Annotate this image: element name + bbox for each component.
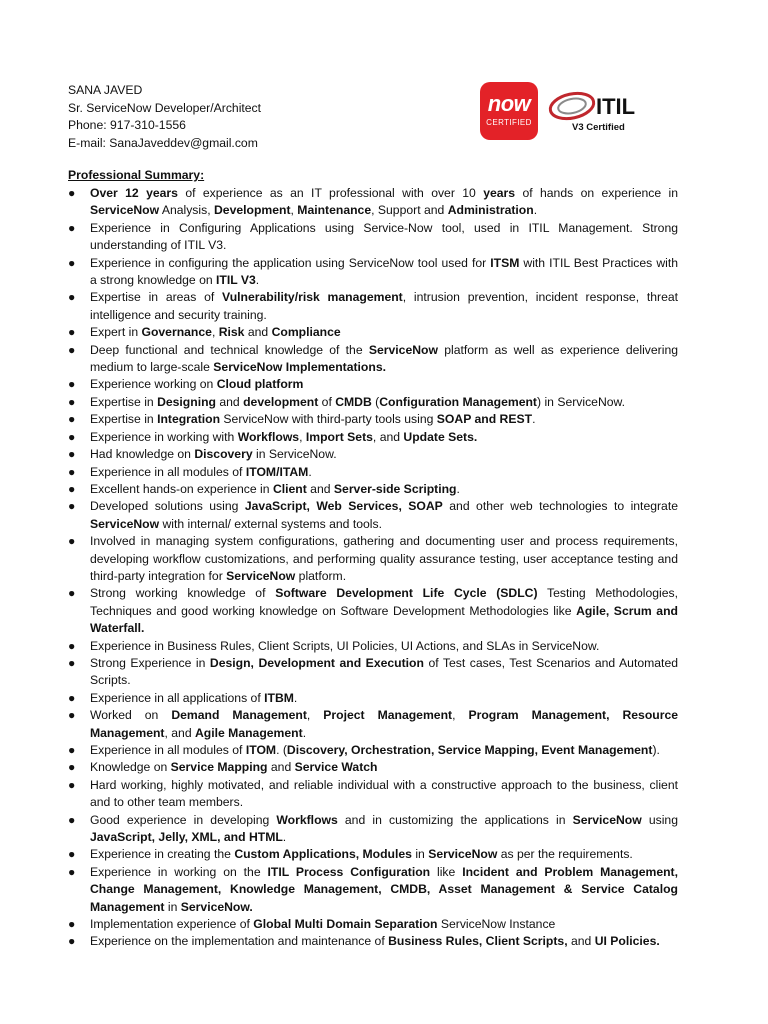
bold-text: ServiceNow. (180, 899, 253, 914)
item-text: Worked on (90, 708, 172, 723)
item-text: Experience in all applications of (90, 690, 265, 705)
job-title: Sr. ServiceNow Developer/Architect (68, 100, 262, 115)
bold-text: ITBM (264, 690, 294, 705)
item-text: Experience in working on the (90, 864, 268, 879)
bullet-icon: ● (68, 429, 76, 444)
item-text: in (164, 899, 181, 914)
item-text: with ITIL Best Practices with a strong knowledge on (90, 255, 678, 288)
bullet-icon: ● (68, 220, 76, 235)
professional-summary-heading: Professional Summary: (68, 168, 205, 182)
bullet-icon: ● (68, 812, 76, 827)
summary-item (68, 394, 678, 411)
bold-text: development (243, 394, 319, 409)
bold-text: Risk (218, 325, 245, 340)
item-text: , (290, 203, 298, 218)
item-text: with internal/ external systems and tools. (159, 516, 382, 531)
now-logo-sub: CERTIFIED (486, 118, 532, 127)
bold-text: ITIL Process Configuration (267, 864, 431, 879)
summary-item (68, 185, 678, 220)
bullet-icon: ● (68, 864, 76, 879)
item-text: Expertise in (90, 394, 158, 409)
item-text: Experience in all modules of (90, 743, 246, 757)
summary-item (68, 255, 678, 290)
bullet-icon: ● (68, 777, 76, 792)
summary-item (68, 742, 678, 759)
now-logo-text: now (487, 91, 531, 116)
item-text: . (282, 830, 287, 845)
item-text: ServiceNow with third-party tools using (220, 412, 437, 427)
item-text: Strong Experience in (90, 655, 210, 670)
bold-text: Client (272, 481, 307, 496)
item-text: Experience in configuring the application using ServiceNow tool used for (90, 255, 491, 270)
bullet-icon: ● (68, 638, 76, 653)
bold-text: Configuration Management (379, 394, 537, 409)
candidate-name: SANA JAVED (68, 83, 143, 97)
bold-text: ITIL V3 (216, 273, 256, 288)
summary-item (68, 690, 678, 707)
bold-text: CMDB (335, 394, 372, 409)
bold-text: Discovery (194, 447, 253, 462)
bold-text: Over 12 years (90, 186, 178, 200)
item-text: Experience working on (90, 377, 217, 392)
bold-text: Import Sets (305, 429, 373, 444)
item-text: ( (371, 394, 380, 409)
bullet-icon: ● (68, 655, 76, 670)
contact-block (68, 82, 261, 152)
item-text: , Support and (371, 203, 448, 218)
bullet-icon: ● (68, 499, 76, 514)
bold-text: Update Sets. (403, 429, 478, 444)
bullet-icon: ● (68, 394, 76, 409)
bullet-icon: ● (68, 934, 76, 949)
item-text: . (255, 273, 260, 288)
summary-item (68, 846, 678, 863)
item-text: using (641, 812, 678, 827)
bold-text: ServiceNow (90, 203, 160, 218)
summary-item (68, 411, 678, 428)
item-text: Knowledge on (90, 760, 171, 775)
item-text: and (244, 325, 272, 340)
item-text: Excellent hands-on experience in (90, 481, 273, 496)
item-text: and (567, 934, 595, 949)
item-text: . (533, 203, 538, 218)
item-text: of experience as an IT professional with over 10 (177, 186, 484, 200)
item-text: Expertise in (90, 412, 158, 427)
summary-item (68, 759, 678, 776)
bold-text: Design, Development and Execution (209, 655, 424, 670)
bullet-icon: ● (68, 917, 76, 932)
bold-text: Incident and Problem Management, Change Management, Knowledge Management, CMDB, Asset Management & Service Catalog Management (90, 864, 678, 914)
bold-text: Custom Applications, Modules (234, 847, 412, 862)
bold-text: Administration (447, 203, 534, 218)
itil-logo-sub: V3 Certified (572, 122, 625, 133)
bold-text: Governance (141, 325, 212, 340)
item-text: Experience in Business Rules, Client Scripts, UI Policies, UI Actions, and SLAs in ServiceNow. (90, 638, 600, 653)
summary-item (68, 220, 678, 255)
summary-item (68, 342, 678, 377)
email-line: E-mail: SanaJaveddev@gmail.com (68, 135, 258, 150)
item-text: , intrusion prevention, incident response, threat intelligence and security training. (90, 290, 679, 322)
item-text: Good experience in developing (90, 812, 277, 827)
bold-text: Compliance (271, 325, 341, 340)
summary-item (68, 638, 678, 655)
summary-item (68, 777, 678, 812)
item-text: Hard working, highly motivated, and reliable individual with a constructive approach to the business, client and to other team members. (90, 777, 678, 810)
item-text: , and (372, 429, 404, 444)
bold-text: ServiceNow (428, 847, 498, 862)
bullet-icon: ● (68, 690, 76, 705)
item-text: of (318, 394, 336, 409)
summary-item (68, 864, 678, 916)
bold-text: Agile, Scrum and Waterfall. (90, 603, 678, 636)
itil-swoosh-outer (548, 90, 596, 123)
bold-text: Demand Management (171, 708, 307, 723)
bold-text: Software Development Life Cycle (SDLC) (275, 586, 538, 601)
summary-item (68, 812, 678, 847)
summary-item (68, 933, 678, 950)
bold-text: Project Management (323, 708, 453, 723)
item-text: and (267, 760, 295, 775)
item-text: . (456, 481, 460, 496)
item-text: Analysis, (159, 203, 214, 218)
item-text: Experience in Configuring Applications using Service-Now tool, used in ITIL Management. Strong understanding of ITIL V3. (90, 220, 678, 253)
summary-item (68, 289, 678, 324)
item-text: in ServiceNow. (252, 447, 337, 462)
bold-text: Service Watch (294, 760, 378, 775)
servicenow-certified-logo (480, 82, 538, 140)
item-text: Expert in (90, 325, 142, 340)
bullet-icon: ● (68, 325, 76, 340)
summary-item (68, 446, 678, 463)
summary-item (68, 585, 678, 637)
item-text: , and (164, 725, 195, 740)
bold-text: Workflows (276, 812, 338, 827)
bold-text: Global Multi Domain Separation (253, 917, 438, 932)
item-text: ) in ServiceNow. (537, 394, 626, 409)
bullet-icon: ● (68, 377, 76, 392)
item-text: and other web technologies to integrate (442, 499, 679, 514)
item-text: and (306, 481, 334, 496)
item-text: platform as well as experience delivering medium to large-scale (90, 342, 679, 375)
bold-text: Business Rules, Client Scripts, (388, 934, 568, 949)
item-text: Had knowledge on (90, 447, 195, 462)
item-text: Experience in creating the (90, 847, 235, 862)
item-text: . (532, 412, 536, 427)
bullet-icon: ● (68, 464, 76, 479)
phone-line: Phone: 917-310-1556 (68, 118, 186, 132)
item-text: . (293, 690, 298, 705)
summary-item (68, 498, 678, 533)
item-text: Developed solutions using (90, 499, 245, 514)
bold-text: Service Mapping (170, 760, 268, 775)
bold-text: SOAP and REST (436, 412, 533, 427)
item-text: Experience in working with (90, 429, 238, 444)
summary-list (68, 185, 678, 951)
bold-text: Cloud platform (216, 377, 304, 392)
bold-text: Workflows (237, 429, 300, 444)
item-text: in (411, 847, 429, 862)
bullet-icon: ● (68, 743, 76, 757)
bullet-icon: ● (68, 447, 76, 462)
bold-text: Integration (157, 412, 221, 427)
bold-text: Server-side Scripting (333, 481, 457, 496)
item-text: like (430, 864, 463, 879)
item-text: Involved in managing system configurations, gathering and documenting user and process requirements, developing workflow customizations, and performing quality assurance testing, user acceptance testing and third-party integration for (90, 534, 678, 583)
itil-logo-text: ITIL (596, 94, 636, 119)
item-text: Experience on the implementation and maintenance of (90, 934, 389, 949)
bold-text: Vulnerability/risk management (222, 290, 403, 305)
summary-item (68, 324, 678, 341)
item-text: . (308, 464, 312, 479)
item-text: , (299, 429, 306, 444)
bullet-icon: ● (68, 760, 76, 775)
bullet-icon: ● (68, 481, 76, 496)
item-text: and (215, 394, 244, 409)
item-text: of Test cases, Test Scenarios and Automated Scripts. (90, 655, 678, 688)
item-text: ). (652, 743, 660, 757)
bullet-icon: ● (68, 255, 76, 270)
item-text: and in customizing the applications in (337, 812, 573, 827)
itil-swoosh-inner (557, 96, 587, 116)
summary-item (68, 464, 678, 481)
bold-text: ServiceNow (226, 568, 296, 583)
bold-text: JavaScript, Web Services, SOAP (244, 499, 443, 514)
bullet-icon: ● (68, 534, 76, 549)
summary-item (68, 376, 678, 393)
item-text: Implementation experience of (90, 917, 254, 932)
item-text: . ( (276, 743, 287, 757)
item-text: , (306, 708, 324, 723)
item-text: . (302, 725, 307, 740)
bold-text: years (483, 186, 516, 200)
summary-item (68, 916, 678, 933)
bold-text: Agile Management (195, 725, 303, 740)
bullet-icon: ● (68, 290, 76, 305)
summary-item (68, 429, 678, 446)
item-text: of hands on experience in (515, 186, 679, 200)
bold-text: Maintenance (297, 203, 372, 218)
item-text: Testing Methodologies, Techniques and good working knowledge on Software Development Methodologies like (90, 586, 678, 618)
item-text: Experience in all modules of (90, 464, 246, 479)
item-text: Strong working knowledge of (90, 586, 276, 601)
item-text: Expertise in areas of (90, 290, 223, 305)
bold-text: Designing (157, 394, 216, 409)
summary-item (68, 481, 678, 498)
bullet-icon: ● (68, 412, 76, 427)
bold-text: ServiceNow (90, 516, 160, 531)
summary-item (68, 707, 678, 742)
item-text: as per the requirements. (497, 847, 633, 862)
bold-text: Development (213, 203, 291, 218)
item-text: , (452, 708, 469, 723)
item-text: , (211, 325, 219, 340)
bullet-icon: ● (68, 847, 76, 862)
bold-text: ServiceNow (368, 342, 438, 357)
bullet-icon: ● (68, 708, 76, 723)
itil-v3-certified-logo (546, 84, 676, 138)
bullet-icon: ● (68, 342, 76, 357)
item-text: platform. (295, 568, 347, 583)
bold-text: JavaScript, Jelly, XML, and HTML (90, 830, 283, 845)
item-text: Deep functional and technical knowledge of the (90, 342, 369, 357)
bold-text: ITSM (490, 255, 520, 270)
bold-text: ITOM (245, 743, 277, 757)
bold-text: Program Management, Resource Management (90, 708, 679, 740)
bold-text: UI Policies. (594, 934, 660, 949)
bullet-icon: ● (68, 586, 76, 601)
summary-item (68, 655, 678, 690)
bold-text: ITOM/ITAM (245, 464, 309, 479)
bold-text: ServiceNow Implementations. (213, 360, 386, 375)
bold-text: Discovery, Orchestration, Service Mapping, Event Management (286, 743, 653, 757)
bold-text: ServiceNow (572, 812, 642, 827)
summary-item (68, 533, 678, 585)
item-text: ServiceNow Instance (437, 917, 556, 932)
bullet-icon: ● (68, 186, 76, 200)
